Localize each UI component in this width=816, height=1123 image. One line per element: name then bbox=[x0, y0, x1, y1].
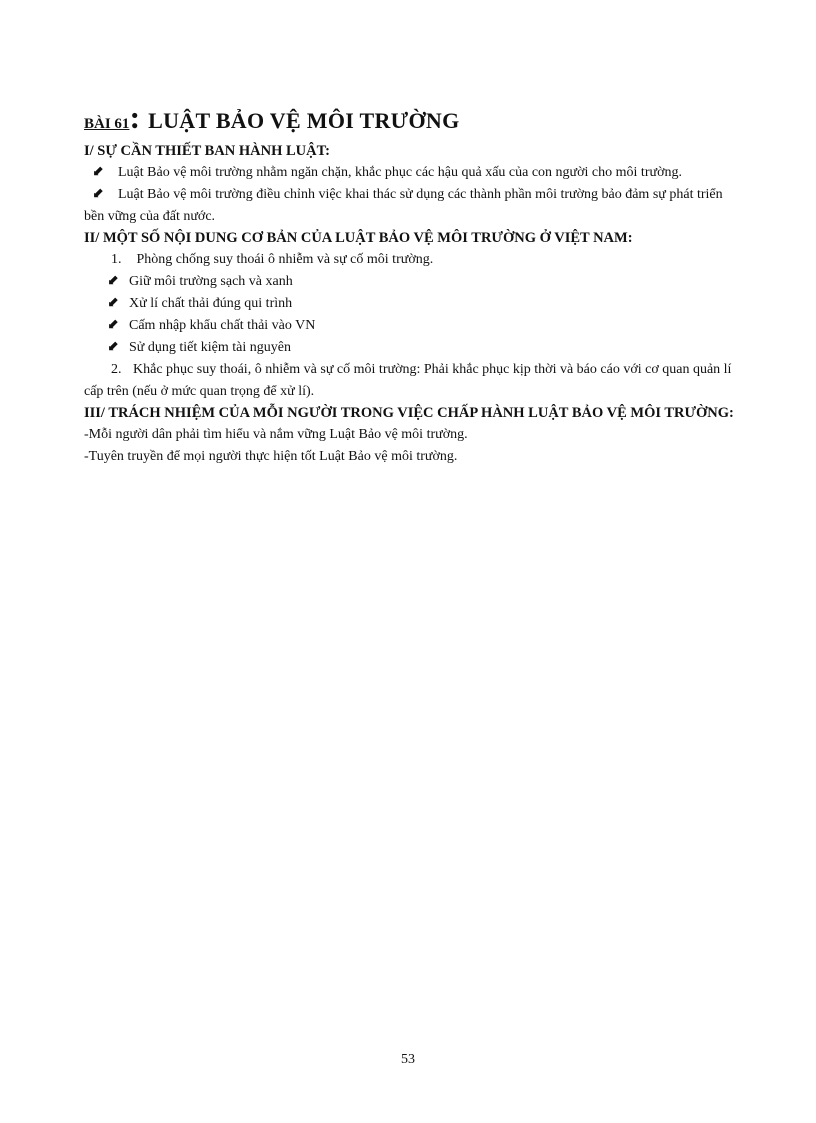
numbered-item-2 bbox=[84, 359, 734, 403]
arrow-bullet-icon: ⬋ bbox=[92, 187, 104, 202]
page-number: 53 bbox=[401, 1052, 415, 1067]
arrow-bullet-icon: ⬋ bbox=[107, 296, 119, 311]
lesson-name: LUẬT BẢO VỆ MÔI TRƯỜNG bbox=[148, 108, 460, 133]
list-item bbox=[107, 271, 734, 293]
numbered-item-1 bbox=[84, 249, 734, 271]
item-number: 2. bbox=[111, 362, 122, 377]
list-item-text: Xử lí chất thải đúng qui trình bbox=[129, 296, 293, 311]
sub-list bbox=[84, 271, 734, 359]
section-heading-1: I/ SỰ CẦN THIẾT BAN HÀNH LUẬT: bbox=[84, 143, 331, 159]
item-text: Phòng chống suy thoái ô nhiễm và sự cố môi trường. bbox=[136, 252, 434, 267]
list-item bbox=[107, 293, 734, 315]
responsibility-line-1: -Mỗi người dân phải tìm hiểu và nắm vững Luật Bảo vệ môi trường. bbox=[84, 427, 468, 442]
section-heading-2: II/ MỘT SỐ NỘI DUNG CƠ BẢN CỦA LUẬT BẢO VỆ MÔI TRƯỜNG Ở VIỆT NAM: bbox=[84, 230, 633, 246]
arrow-bullet-icon: ⬋ bbox=[107, 340, 119, 355]
lesson-number: BÀI 61 bbox=[84, 116, 130, 132]
document-content bbox=[84, 100, 734, 468]
lesson-title bbox=[84, 100, 734, 141]
section1-bullet bbox=[84, 184, 734, 228]
list-item bbox=[107, 315, 734, 337]
title-separator: : bbox=[129, 99, 141, 135]
list-item-text: Sử dụng tiết kiệm tài nguyên bbox=[129, 340, 291, 355]
section-heading-3: III/ TRÁCH NHIỆM CỦA MỖI NGƯỜI TRONG VIỆC CHẤP HÀNH LUẬT BẢO VỆ MÔI TRƯỜNG: bbox=[84, 405, 734, 421]
list-item bbox=[107, 337, 734, 359]
list-item-text: Cấm nhập khẩu chất thải vào VN bbox=[129, 318, 316, 333]
item-number: 1. bbox=[111, 252, 122, 267]
section1-bullet bbox=[84, 162, 734, 184]
list-item-text: Giữ môi trường sạch và xanh bbox=[129, 274, 293, 289]
bullet-text: Luật Bảo vệ môi trường điều chỉnh việc khai thác sử dụng các thành phần môi trường bảo đảm sự phát triển bền vững của đất nước. bbox=[84, 187, 723, 224]
item-text: Khắc phục suy thoái, ô nhiễm và sự cố môi trường: Phải khắc phục kịp thời và báo cáo với cơ quan quản lí cấp trên (nếu ở mức quan trọng để xử lí). bbox=[84, 362, 732, 399]
arrow-bullet-icon: ⬋ bbox=[107, 318, 119, 333]
bullet-text: Luật Bảo vệ môi trường nhằm ngăn chặn, khắc phục các hậu quả xấu của con người cho môi trường. bbox=[118, 165, 682, 180]
arrow-bullet-icon: ⬋ bbox=[107, 274, 119, 289]
arrow-bullet-icon: ⬋ bbox=[92, 165, 104, 180]
responsibility-line-2: -Tuyên truyền để mọi người thực hiện tốt Luật Bảo vệ môi trường. bbox=[84, 449, 458, 464]
